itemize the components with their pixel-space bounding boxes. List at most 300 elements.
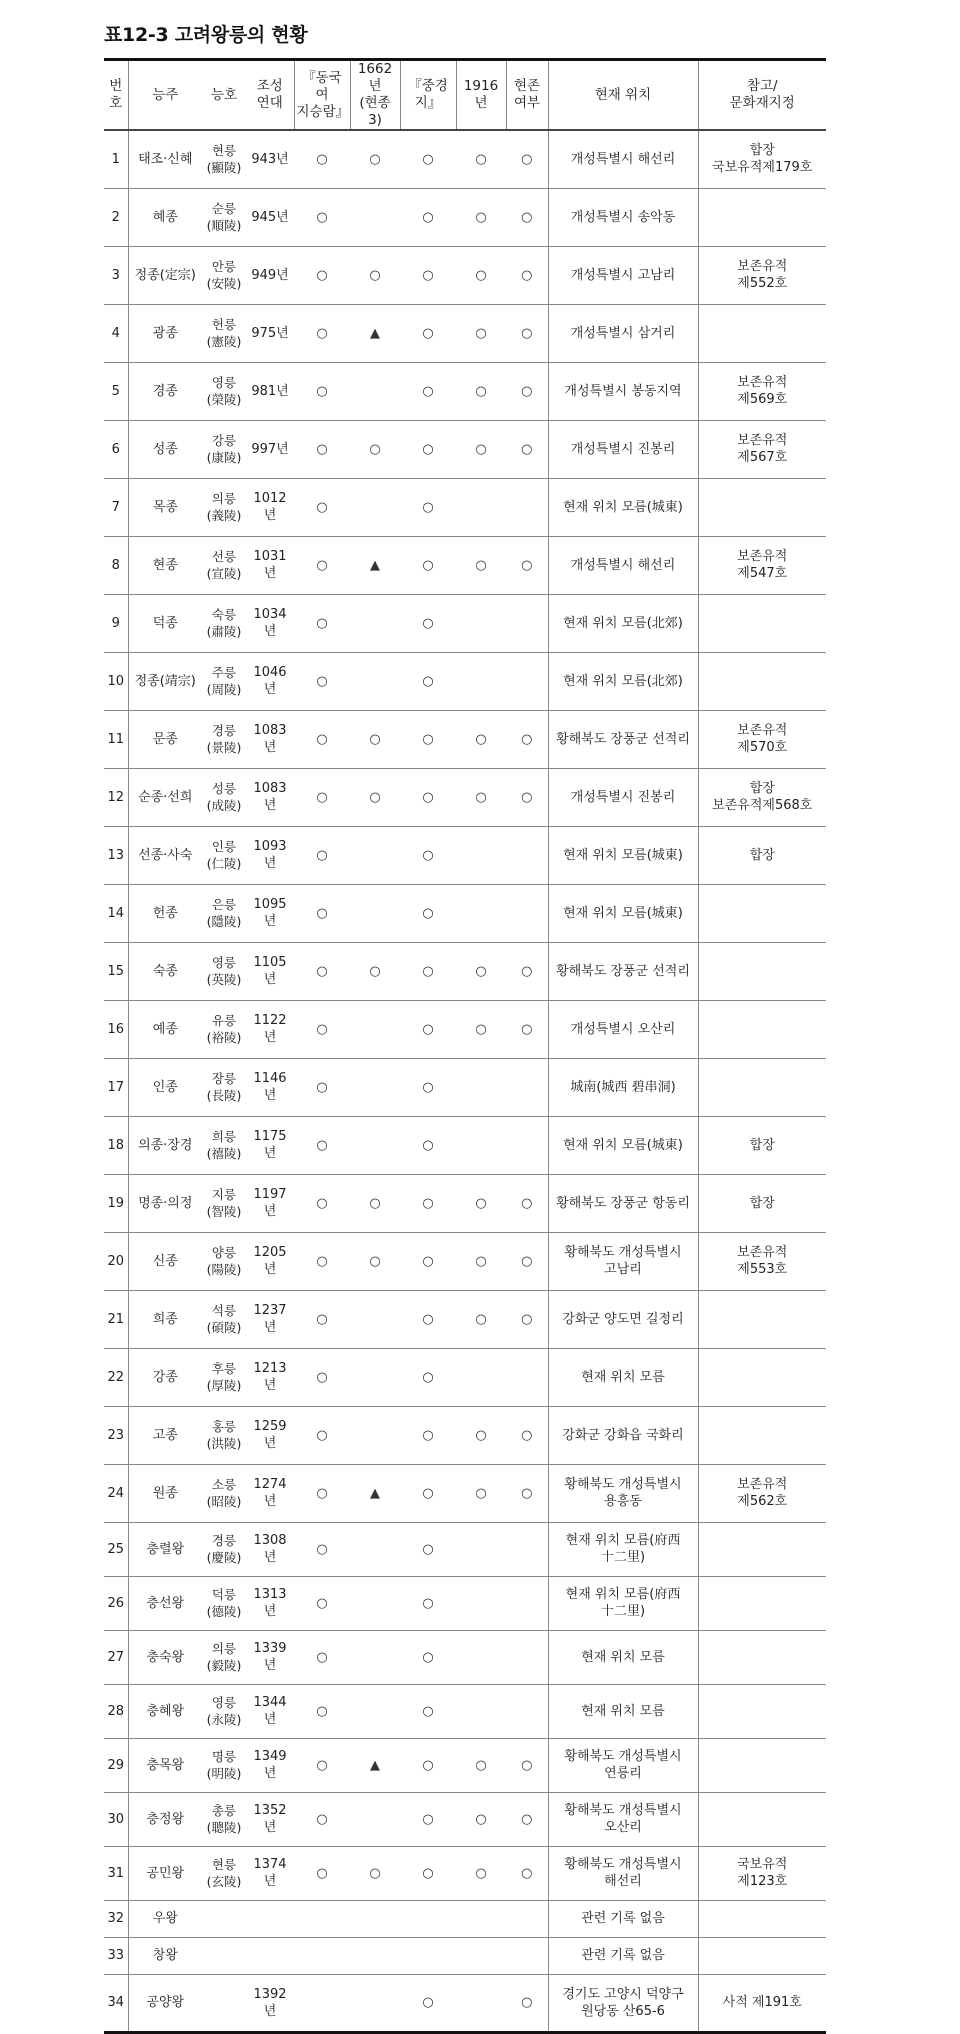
cell-s5 bbox=[506, 1900, 548, 1937]
cell-no: 15 bbox=[104, 942, 128, 1000]
cell-year: 1392년 bbox=[253, 1986, 287, 2019]
cell-tomb: 은릉 (隱陵) bbox=[206, 897, 242, 929]
cell-s4 bbox=[456, 594, 506, 652]
cell-s2 bbox=[350, 1406, 400, 1464]
cell-note bbox=[698, 1738, 826, 1792]
cell-s2 bbox=[350, 1116, 400, 1174]
cell-tomb: 영릉 (英陵) bbox=[206, 955, 242, 987]
cell-s3: ○ bbox=[422, 325, 434, 341]
cell-loc: 황해북도 개성특별시 해선리 bbox=[548, 1846, 698, 1900]
cell-s5 bbox=[506, 652, 548, 710]
cell-s4: ○ bbox=[475, 1811, 487, 1827]
cell-s5: ○ bbox=[506, 362, 548, 420]
cell-king: 강종 bbox=[152, 1369, 178, 1385]
cell-no: 23 bbox=[104, 1406, 128, 1464]
table-row bbox=[104, 1290, 826, 1348]
cell-s2: ▲ bbox=[370, 557, 380, 573]
table-row bbox=[104, 420, 826, 478]
cell-s3: ○ bbox=[422, 151, 434, 167]
cell-king: 공민왕 bbox=[146, 1865, 185, 1881]
cell-tomb: 헌릉 (憲陵) bbox=[206, 317, 242, 349]
cell-s1: ○ bbox=[316, 615, 328, 631]
cell-s1: ○ bbox=[316, 1079, 328, 1095]
cell-s3: ○ bbox=[422, 1369, 434, 1385]
cell-s4: ○ bbox=[475, 325, 487, 341]
cell-s3: ○ bbox=[422, 1137, 434, 1153]
cell-king: 충혜왕 bbox=[146, 1703, 185, 1719]
table-row bbox=[104, 884, 826, 942]
cell-s1: ○ bbox=[316, 209, 328, 225]
cell-note bbox=[698, 1900, 826, 1937]
cell-s4: ○ bbox=[475, 383, 487, 399]
cell-s5: ○ bbox=[506, 1464, 548, 1522]
table-row bbox=[104, 710, 826, 768]
cell-s5 bbox=[506, 1348, 548, 1406]
table-row bbox=[104, 362, 826, 420]
header-source-2: 1662년 (현종 3) bbox=[350, 60, 400, 131]
cell-tomb bbox=[202, 1974, 246, 2032]
cell-note: 보존유적 제567호 bbox=[737, 433, 788, 465]
cell-s4 bbox=[456, 478, 506, 536]
cell-s4: ○ bbox=[475, 209, 487, 225]
cell-note bbox=[698, 1630, 826, 1684]
cell-no: 31 bbox=[104, 1846, 128, 1900]
cell-king: 태조·신혜 bbox=[138, 151, 193, 167]
cell-s2 bbox=[350, 1937, 400, 1974]
cell-note bbox=[698, 478, 826, 536]
cell-s5 bbox=[506, 594, 548, 652]
cell-loc: 개성특별시 진봉리 bbox=[548, 768, 698, 826]
cell-s1: ○ bbox=[316, 673, 328, 689]
cell-note: 보존유적 제552호 bbox=[737, 259, 788, 291]
cell-no: 25 bbox=[104, 1522, 128, 1576]
cell-year: 1374년 bbox=[253, 1857, 287, 1889]
cell-s2 bbox=[350, 1900, 400, 1937]
cell-s3: ○ bbox=[422, 441, 434, 457]
cell-note bbox=[698, 1348, 826, 1406]
cell-s4 bbox=[456, 1522, 506, 1576]
cell-tomb: 유릉 (裕陵) bbox=[206, 1013, 242, 1045]
cell-king: 정종(定宗) bbox=[134, 267, 196, 283]
cell-tomb: 인릉 (仁陵) bbox=[206, 839, 242, 871]
cell-s1: ○ bbox=[316, 267, 328, 283]
cell-s2 bbox=[350, 1058, 400, 1116]
cell-tomb: 희릉 (禧陵) bbox=[206, 1129, 242, 1161]
cell-year: 1313년 bbox=[253, 1587, 287, 1619]
cell-no: 20 bbox=[104, 1232, 128, 1290]
cell-no: 6 bbox=[104, 420, 128, 478]
cell-loc: 개성특별시 삼거리 bbox=[548, 304, 698, 362]
cell-year: 1213년 bbox=[253, 1361, 287, 1393]
cell-s3: ○ bbox=[422, 1995, 434, 2010]
cell-year: 1344년 bbox=[253, 1695, 287, 1727]
cell-s1: ○ bbox=[316, 1595, 328, 1611]
cell-s3: ○ bbox=[422, 1079, 434, 1095]
cell-s4: ○ bbox=[475, 1757, 487, 1773]
cell-note: 합장 bbox=[749, 1195, 775, 1211]
cell-s3: ○ bbox=[422, 383, 434, 399]
cell-king: 목종 bbox=[152, 499, 178, 515]
cell-s3: ○ bbox=[422, 1595, 434, 1611]
cell-s5: ○ bbox=[506, 1974, 548, 2032]
cell-s2 bbox=[350, 1348, 400, 1406]
cell-year: 1349년 bbox=[253, 1749, 287, 1781]
cell-king: 선종·사숙 bbox=[138, 847, 193, 863]
cell-tomb: 장릉 (長陵) bbox=[206, 1071, 242, 1103]
header-tomb: 능호 bbox=[210, 86, 238, 103]
cell-king: 명종·의정 bbox=[138, 1195, 193, 1211]
cell-s4 bbox=[456, 652, 506, 710]
cell-tomb: 소릉 (昭陵) bbox=[206, 1477, 242, 1509]
cell-loc: 경기도 고양시 덕양구 원당동 산65-6 bbox=[548, 1974, 698, 2032]
cell-s2: ▲ bbox=[370, 325, 380, 341]
cell-tomb: 현릉 (顯陵) bbox=[206, 143, 242, 176]
cell-s5 bbox=[506, 1058, 548, 1116]
cell-loc: 현재 위치 모름(北郊) bbox=[548, 652, 698, 710]
cell-year: 1034년 bbox=[253, 607, 287, 639]
table-row bbox=[104, 1846, 826, 1900]
cell-s1: ○ bbox=[316, 1757, 328, 1773]
cell-s4: ○ bbox=[475, 1195, 487, 1211]
cell-s4: ○ bbox=[475, 267, 487, 283]
header-location: 현재 위치 bbox=[548, 60, 698, 131]
cell-s1: ○ bbox=[316, 1137, 328, 1153]
cell-s2 bbox=[350, 1576, 400, 1630]
cell-s1: ○ bbox=[316, 847, 328, 863]
cell-s5: ○ bbox=[506, 1000, 548, 1058]
cell-s5: ○ bbox=[506, 1232, 548, 1290]
cell-year: 1122년 bbox=[253, 1013, 287, 1045]
cell-king: 예종 bbox=[152, 1021, 178, 1037]
cell-loc: 개성특별시 오산리 bbox=[548, 1000, 698, 1058]
table-row bbox=[104, 1174, 826, 1232]
table-row bbox=[104, 1116, 826, 1174]
cell-loc: 황해북도 장풍군 선적리 bbox=[548, 710, 698, 768]
cell-s3: ○ bbox=[422, 1021, 434, 1037]
header-exists: 현존 여부 bbox=[506, 60, 548, 131]
cell-no: 28 bbox=[104, 1684, 128, 1738]
table-row bbox=[104, 304, 826, 362]
cell-s3: ○ bbox=[422, 1865, 434, 1881]
cell-tomb bbox=[202, 1900, 246, 1937]
cell-tomb: 현릉 (玄陵) bbox=[206, 1857, 242, 1889]
header-king: 능주 bbox=[152, 86, 179, 103]
cell-s3: ○ bbox=[422, 673, 434, 689]
cell-s1 bbox=[294, 1937, 350, 1974]
cell-note: 합장 국보유적제179호 bbox=[712, 143, 813, 176]
cell-no: 11 bbox=[104, 710, 128, 768]
cell-year: 1105년 bbox=[253, 955, 287, 987]
cell-s1 bbox=[294, 1900, 350, 1937]
cell-s2 bbox=[350, 1792, 400, 1846]
cell-year: 1274년 bbox=[253, 1477, 287, 1509]
cell-tomb: 성릉 (成陵) bbox=[206, 781, 242, 813]
cell-s5 bbox=[506, 1684, 548, 1738]
cell-s4 bbox=[456, 1630, 506, 1684]
cell-s3: ○ bbox=[422, 905, 434, 921]
cell-s2 bbox=[350, 884, 400, 942]
cell-no: 33 bbox=[104, 1937, 128, 1974]
table-row bbox=[104, 594, 826, 652]
cell-s1: ○ bbox=[316, 383, 328, 399]
cell-s2 bbox=[350, 594, 400, 652]
cell-loc: 개성특별시 송악동 bbox=[548, 188, 698, 246]
cell-king: 경종 bbox=[152, 383, 178, 399]
cell-s3: ○ bbox=[422, 1649, 434, 1665]
cell-s2: ○ bbox=[369, 731, 381, 747]
cell-no: 18 bbox=[104, 1116, 128, 1174]
cell-s5 bbox=[506, 1522, 548, 1576]
cell-year: 1083년 bbox=[253, 723, 287, 755]
cell-king: 광종 bbox=[152, 325, 178, 341]
royal-tombs-table bbox=[104, 58, 826, 2034]
header-source-4: 1916년 bbox=[456, 60, 506, 131]
cell-s2: ▲ bbox=[370, 1757, 380, 1773]
cell-s3: ○ bbox=[422, 1485, 434, 1501]
cell-s1: ○ bbox=[316, 1703, 328, 1719]
cell-s2: ○ bbox=[369, 1865, 381, 1881]
cell-s1: ○ bbox=[316, 1427, 328, 1443]
cell-king: 혜종 bbox=[152, 209, 178, 225]
cell-king: 현종 bbox=[152, 557, 178, 573]
cell-king: 공양왕 bbox=[146, 1995, 185, 2010]
cell-s5 bbox=[506, 1630, 548, 1684]
cell-loc: 현재 위치 모름(城東) bbox=[548, 478, 698, 536]
cell-s4 bbox=[456, 826, 506, 884]
cell-s4: ○ bbox=[475, 441, 487, 457]
cell-king: 인종 bbox=[152, 1079, 178, 1095]
cell-s1: ○ bbox=[316, 789, 328, 805]
cell-king: 신종 bbox=[152, 1253, 178, 1269]
cell-year bbox=[246, 1900, 294, 1937]
cell-s3: ○ bbox=[422, 1427, 434, 1443]
cell-year bbox=[246, 1937, 294, 1974]
cell-s4 bbox=[456, 1684, 506, 1738]
cell-s5: ○ bbox=[506, 768, 548, 826]
cell-year: 943년 bbox=[251, 151, 289, 167]
table-row bbox=[104, 652, 826, 710]
cell-king: 순종·선희 bbox=[138, 789, 193, 805]
cell-s3: ○ bbox=[422, 1195, 434, 1211]
cell-s5: ○ bbox=[506, 1738, 548, 1792]
cell-note bbox=[698, 304, 826, 362]
cell-loc: 현재 위치 모름(城東) bbox=[548, 826, 698, 884]
cell-s5: ○ bbox=[506, 1174, 548, 1232]
cell-s4 bbox=[456, 1974, 506, 2032]
cell-no: 7 bbox=[104, 478, 128, 536]
cell-note bbox=[698, 1576, 826, 1630]
cell-note: 보존유적 제569호 bbox=[737, 375, 788, 407]
cell-loc: 현재 위치 모름(城東) bbox=[548, 1116, 698, 1174]
cell-s4 bbox=[456, 1348, 506, 1406]
cell-note: 국보유적 제123호 bbox=[737, 1857, 788, 1889]
cell-tomb: 경릉 (景陵) bbox=[206, 723, 242, 755]
cell-no: 27 bbox=[104, 1630, 128, 1684]
table-title: 표12-3 고려왕릉의 현황 bbox=[104, 24, 308, 46]
table-row bbox=[104, 1348, 826, 1406]
cell-s5: ○ bbox=[506, 1406, 548, 1464]
cell-no: 12 bbox=[104, 768, 128, 826]
cell-tomb: 지릉 (智陵) bbox=[206, 1187, 242, 1219]
table-row bbox=[104, 1738, 826, 1792]
cell-note: 보존유적 제570호 bbox=[737, 723, 788, 755]
cell-s2: ▲ bbox=[370, 1485, 380, 1501]
cell-s2 bbox=[350, 826, 400, 884]
cell-s1: ○ bbox=[316, 441, 328, 457]
cell-loc: 개성특별시 해선리 bbox=[548, 536, 698, 594]
cell-king: 덕종 bbox=[152, 615, 178, 631]
cell-loc: 강화군 양도면 길정리 bbox=[548, 1290, 698, 1348]
cell-no: 3 bbox=[104, 246, 128, 304]
cell-no: 14 bbox=[104, 884, 128, 942]
cell-year: 1046년 bbox=[253, 665, 287, 697]
cell-s1: ○ bbox=[316, 1253, 328, 1269]
table-row bbox=[104, 942, 826, 1000]
cell-no: 29 bbox=[104, 1738, 128, 1792]
cell-s4: ○ bbox=[475, 1253, 487, 1269]
cell-note bbox=[698, 1406, 826, 1464]
cell-s5: ○ bbox=[506, 536, 548, 594]
cell-s3: ○ bbox=[422, 1311, 434, 1327]
cell-s1: ○ bbox=[316, 1311, 328, 1327]
cell-s5: ○ bbox=[506, 304, 548, 362]
cell-s5: ○ bbox=[506, 1792, 548, 1846]
cell-s2 bbox=[350, 1684, 400, 1738]
cell-loc: 개성특별시 진봉리 bbox=[548, 420, 698, 478]
cell-year: 1205년 bbox=[253, 1245, 287, 1277]
cell-king: 우왕 bbox=[152, 1911, 178, 1926]
cell-loc: 개성특별시 고남리 bbox=[548, 246, 698, 304]
cell-no: 10 bbox=[104, 652, 128, 710]
table-row bbox=[104, 1522, 826, 1576]
cell-s5: ○ bbox=[506, 710, 548, 768]
cell-tomb: 홍릉 (洪陵) bbox=[206, 1419, 242, 1451]
table-row bbox=[104, 1630, 826, 1684]
cell-s2 bbox=[350, 362, 400, 420]
cell-loc: 城南(城西 碧串洞) bbox=[548, 1058, 698, 1116]
cell-note bbox=[698, 594, 826, 652]
cell-note bbox=[698, 942, 826, 1000]
cell-s4: ○ bbox=[475, 1021, 487, 1037]
cell-king: 충선왕 bbox=[146, 1595, 185, 1611]
header-source-1: 『동국여 지승람』 bbox=[294, 60, 350, 131]
cell-note: 보존유적 제553호 bbox=[737, 1245, 788, 1277]
cell-tomb: 선릉 (宣陵) bbox=[206, 549, 242, 581]
cell-no: 1 bbox=[104, 130, 128, 188]
cell-tomb: 영릉 (榮陵) bbox=[206, 375, 242, 407]
cell-s3: ○ bbox=[422, 1541, 434, 1557]
cell-s5 bbox=[506, 1576, 548, 1630]
cell-note bbox=[698, 1937, 826, 1974]
cell-s5: ○ bbox=[506, 130, 548, 188]
cell-no: 24 bbox=[104, 1464, 128, 1522]
table-row bbox=[104, 1464, 826, 1522]
cell-s2 bbox=[350, 1522, 400, 1576]
cell-s5: ○ bbox=[506, 246, 548, 304]
table-row bbox=[104, 1900, 826, 1937]
cell-note bbox=[698, 1290, 826, 1348]
cell-year: 1012년 bbox=[253, 491, 287, 523]
cell-s4 bbox=[456, 884, 506, 942]
cell-s1: ○ bbox=[316, 1649, 328, 1665]
cell-note bbox=[698, 1058, 826, 1116]
table-row bbox=[104, 1000, 826, 1058]
cell-s3: ○ bbox=[422, 1703, 434, 1719]
cell-year: 1083년 bbox=[253, 781, 287, 813]
cell-king: 희종 bbox=[152, 1311, 178, 1327]
cell-king: 원종 bbox=[152, 1485, 178, 1501]
cell-s3: ○ bbox=[422, 731, 434, 747]
cell-note bbox=[698, 1000, 826, 1058]
cell-s5: ○ bbox=[506, 1846, 548, 1900]
cell-tomb: 경릉 (慶陵) bbox=[206, 1533, 242, 1565]
cell-s1: ○ bbox=[316, 1541, 328, 1557]
cell-loc: 황해북도 개성특별시 용흥동 bbox=[548, 1464, 698, 1522]
table-header-row bbox=[104, 60, 826, 131]
table-row bbox=[104, 826, 826, 884]
cell-loc: 현재 위치 모름(城東) bbox=[548, 884, 698, 942]
cell-s2: ○ bbox=[369, 1195, 381, 1211]
cell-year: 1308년 bbox=[253, 1533, 287, 1565]
cell-s4: ○ bbox=[475, 1485, 487, 1501]
cell-s5 bbox=[506, 1937, 548, 1974]
cell-s1 bbox=[294, 1974, 350, 2032]
cell-year: 1352년 bbox=[253, 1803, 287, 1835]
table-row bbox=[104, 1232, 826, 1290]
cell-tomb: 후릉 (厚陵) bbox=[206, 1361, 242, 1393]
cell-year: 945년 bbox=[251, 209, 289, 225]
cell-king: 성종 bbox=[152, 441, 178, 457]
cell-s3: ○ bbox=[422, 499, 434, 515]
cell-s4: ○ bbox=[475, 1427, 487, 1443]
header-no: 번 호 bbox=[104, 60, 128, 131]
cell-loc: 개성특별시 봉동지역 bbox=[548, 362, 698, 420]
cell-loc: 황해북도 개성특별시 연릉리 bbox=[548, 1738, 698, 1792]
cell-no: 16 bbox=[104, 1000, 128, 1058]
cell-year: 1259년 bbox=[253, 1419, 287, 1451]
cell-note bbox=[698, 1792, 826, 1846]
cell-loc: 황해북도 개성특별시 오산리 bbox=[548, 1792, 698, 1846]
cell-year: 981년 bbox=[251, 383, 289, 399]
cell-s5: ○ bbox=[506, 942, 548, 1000]
cell-s3: ○ bbox=[422, 557, 434, 573]
cell-s5 bbox=[506, 1116, 548, 1174]
cell-s4 bbox=[456, 1576, 506, 1630]
cell-s2 bbox=[350, 1630, 400, 1684]
cell-tomb: 숙릉 (肅陵) bbox=[206, 607, 242, 639]
cell-no: 4 bbox=[104, 304, 128, 362]
cell-note: 보존유적 제562호 bbox=[737, 1477, 788, 1509]
cell-year: 1339년 bbox=[253, 1641, 287, 1673]
cell-s1: ○ bbox=[316, 557, 328, 573]
cell-s1: ○ bbox=[316, 1369, 328, 1385]
table-row bbox=[104, 246, 826, 304]
cell-s2: ○ bbox=[369, 151, 381, 167]
cell-king: 헌종 bbox=[152, 905, 178, 921]
cell-s3: ○ bbox=[422, 615, 434, 631]
table-row bbox=[104, 1406, 826, 1464]
cell-s4 bbox=[456, 1116, 506, 1174]
cell-s2 bbox=[350, 188, 400, 246]
table-row bbox=[104, 478, 826, 536]
cell-no: 13 bbox=[104, 826, 128, 884]
cell-s1: ○ bbox=[316, 1865, 328, 1881]
header-year: 조성 연대 bbox=[256, 78, 283, 111]
cell-s3 bbox=[400, 1937, 456, 1974]
cell-no: 22 bbox=[104, 1348, 128, 1406]
cell-s2 bbox=[350, 1290, 400, 1348]
cell-year: 1197년 bbox=[253, 1187, 287, 1219]
